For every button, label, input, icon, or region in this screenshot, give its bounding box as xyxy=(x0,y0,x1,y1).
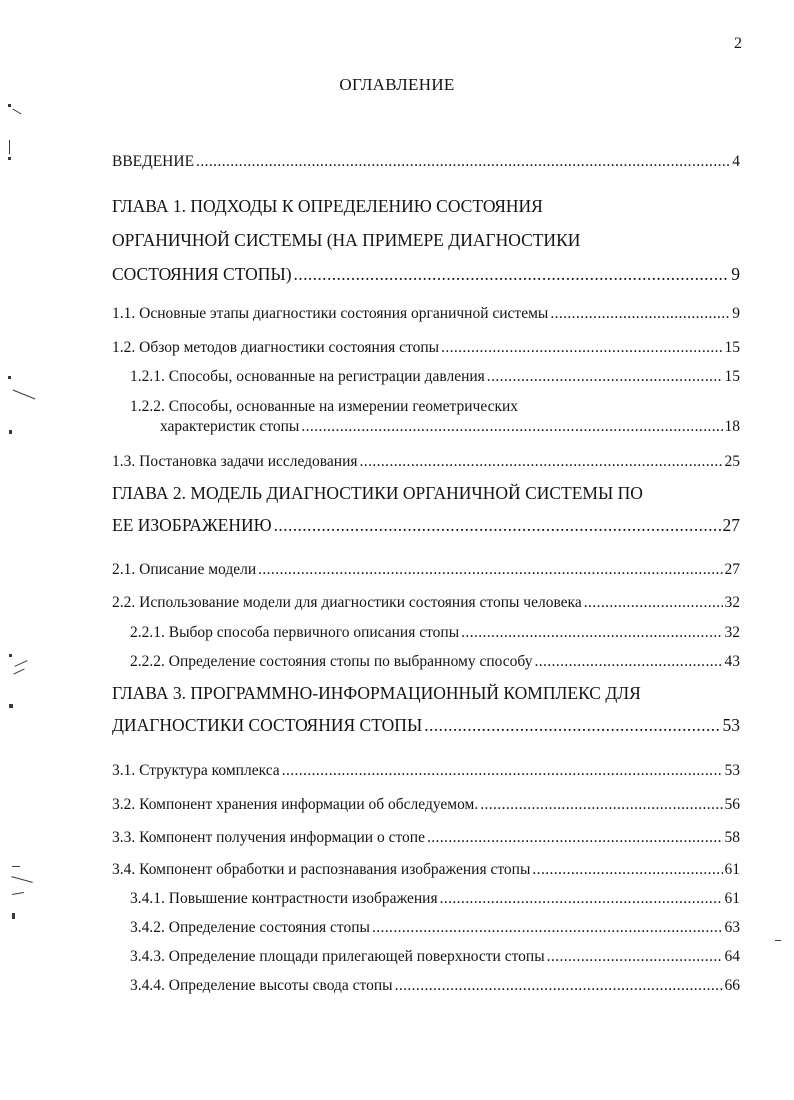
toc-line xyxy=(112,304,740,324)
scan-artifact xyxy=(8,376,11,379)
toc-line xyxy=(130,918,740,938)
toc-page-number: 64 xyxy=(724,948,740,965)
toc-entry-title: ГЛАВА 1. ПОДХОДЫ К ОПРЕДЕЛЕНИЮ СОСТОЯНИЯ xyxy=(112,196,543,216)
toc-leader-dots xyxy=(534,652,722,672)
toc-page-number: 9 xyxy=(732,305,740,322)
toc-entry-title: 3.2. Компонент хранения информации об обследуемом. xyxy=(112,796,479,813)
toc-entry-title: 3.4.2. Определение состояния стопы xyxy=(130,919,370,936)
toc-page-number: 56 xyxy=(724,796,740,813)
toc-entry-title: ОРГАНИЧНОЙ СИСТЕМЫ (НА ПРИМЕРЕ ДИАГНОСТИКИ xyxy=(112,230,581,250)
scan-artifact xyxy=(9,140,10,154)
toc-entry-title: 3.4. Компонент обработки и распознавания изображения стопы xyxy=(112,861,531,878)
toc-leader-dots xyxy=(532,860,722,880)
toc-entry-title: ВВЕДЕНИЕ xyxy=(112,153,195,170)
scan-artifact xyxy=(9,704,13,708)
toc-page-number: 53 xyxy=(722,715,740,735)
toc-line xyxy=(130,623,740,643)
toc-line xyxy=(112,230,740,250)
toc-line xyxy=(112,795,740,815)
toc-entry-title: 3.1. Структура комплекса xyxy=(112,762,280,779)
scan-artifact xyxy=(8,104,11,107)
page-number: 2 xyxy=(734,35,742,52)
toc-line xyxy=(112,452,740,472)
toc-leader-dots xyxy=(584,593,723,613)
toc-leader-dots xyxy=(301,417,722,437)
toc-leader-dots xyxy=(258,560,722,580)
toc-entry-title: 1.3. Постановка задачи исследования xyxy=(112,453,358,470)
toc-line xyxy=(112,264,740,284)
toc-line xyxy=(160,417,740,437)
toc-page-number: 9 xyxy=(731,264,740,284)
toc-entry-title: 3.3. Компонент получения информации о стопе xyxy=(112,829,425,846)
toc-leader-dots xyxy=(550,304,730,324)
toc-leader-dots xyxy=(461,623,722,643)
toc-entry-title: 1.2. Обзор методов диагностики состояния стопы xyxy=(112,339,440,356)
toc-leader-dots xyxy=(395,976,723,996)
toc-entry-title: 1.2.1. Способы, основанные на регистрации давления xyxy=(130,368,485,385)
toc-entry-title: характеристик стопы xyxy=(160,418,300,435)
toc-entry-title: 2.1. Описание модели xyxy=(112,561,257,578)
scan-artifact xyxy=(12,913,15,919)
toc-entry-title: 2.2.1. Выбор способа первичного описания стопы xyxy=(130,624,460,641)
toc-entry-title: ГЛАВА 3. ПРОГРАММНО-ИНФОРМАЦИОННЫЙ КОМПЛЕКС ДЛЯ xyxy=(112,683,641,703)
toc-page-number: 58 xyxy=(724,829,740,846)
toc-leader-dots xyxy=(294,264,730,284)
toc-line xyxy=(112,860,740,880)
toc-line xyxy=(130,367,740,387)
toc-page-number: 18 xyxy=(724,418,740,435)
toc-line xyxy=(130,397,740,417)
toc-line xyxy=(112,515,740,535)
toc-leader-dots xyxy=(440,889,723,909)
toc-entry-title: 1.2.2. Способы, основанные на измерении геометрических xyxy=(130,398,519,415)
toc-page-number: 61 xyxy=(724,861,740,878)
toc-entry-title: СОСТОЯНИЯ СТОПЫ) xyxy=(112,264,292,284)
toc-line xyxy=(112,715,740,735)
toc-page-number: 4 xyxy=(732,153,740,170)
toc-line xyxy=(130,947,740,967)
toc-entry-title: ГЛАВА 2. МОДЕЛЬ ДИАГНОСТИКИ ОРГАНИЧНОЙ СИСТЕМЫ ПО xyxy=(112,483,643,503)
toc-page-number: 63 xyxy=(724,919,740,936)
toc-leader-dots xyxy=(480,795,722,815)
toc-entry-title: 3.4.4. Определение высоты свода стопы xyxy=(130,977,393,994)
toc-entry-title: ДИАГНОСТИКИ СОСТОЯНИЯ СТОПЫ xyxy=(112,715,423,735)
toc-page-number: 66 xyxy=(724,977,740,994)
toc-page-number: 15 xyxy=(724,368,740,385)
toc-page-number: 15 xyxy=(724,339,740,356)
toc-line xyxy=(112,483,740,503)
toc-line xyxy=(112,593,740,613)
toc-line xyxy=(130,889,740,909)
toc-line xyxy=(112,761,740,781)
toc-entry-title: 3.4.1. Повышение контрастности изображения xyxy=(130,890,438,907)
scan-artifact xyxy=(9,430,12,434)
toc-page-number: 32 xyxy=(724,594,740,611)
toc-line xyxy=(112,560,740,580)
toc-leader-dots xyxy=(274,515,721,535)
toc-line xyxy=(112,152,740,172)
toc-entry-title: 2.2. Использование модели для диагностики состояния стопы человека xyxy=(112,594,582,611)
toc-leader-dots xyxy=(427,828,723,848)
toc-entry-title: 2.2.2. Определение состояния стопы по выбранному способу xyxy=(130,653,533,670)
toc-leader-dots xyxy=(196,152,730,172)
toc-page-number: 25 xyxy=(724,453,740,470)
toc-line xyxy=(112,338,740,358)
toc-page-number: 27 xyxy=(724,561,740,578)
toc-entry-title: 3.4.3. Определение площади прилегающей поверхности стопы xyxy=(130,948,545,965)
toc-leader-dots xyxy=(282,761,723,781)
toc-page-number: 27 xyxy=(722,515,740,535)
toc-page-number: 43 xyxy=(724,653,740,670)
toc-line xyxy=(112,196,740,216)
toc-leader-dots xyxy=(487,367,723,387)
scan-artifact xyxy=(8,157,11,160)
toc-entry-title: ЕЕ ИЗОБРАЖЕНИЮ xyxy=(112,515,272,535)
toc-page-number: 61 xyxy=(724,890,740,907)
scan-artifact xyxy=(775,940,781,941)
toc-line xyxy=(130,652,740,672)
toc-line xyxy=(112,828,740,848)
toc-page-number: 53 xyxy=(724,762,740,779)
toc-leader-dots xyxy=(360,452,723,472)
toc-line xyxy=(130,976,740,996)
scan-artifact xyxy=(9,654,12,657)
toc-leader-dots xyxy=(441,338,722,358)
toc-leader-dots xyxy=(424,715,720,735)
toc-line xyxy=(112,683,740,703)
page-title: ОГЛАВЛЕНИЕ xyxy=(339,75,455,94)
toc-page-number: 32 xyxy=(724,624,740,641)
toc-leader-dots xyxy=(372,918,723,938)
scan-artifact xyxy=(12,866,20,867)
toc-leader-dots xyxy=(547,947,723,967)
toc-entry-title: 1.1. Основные этапы диагностики состояния органичной системы xyxy=(112,305,549,322)
